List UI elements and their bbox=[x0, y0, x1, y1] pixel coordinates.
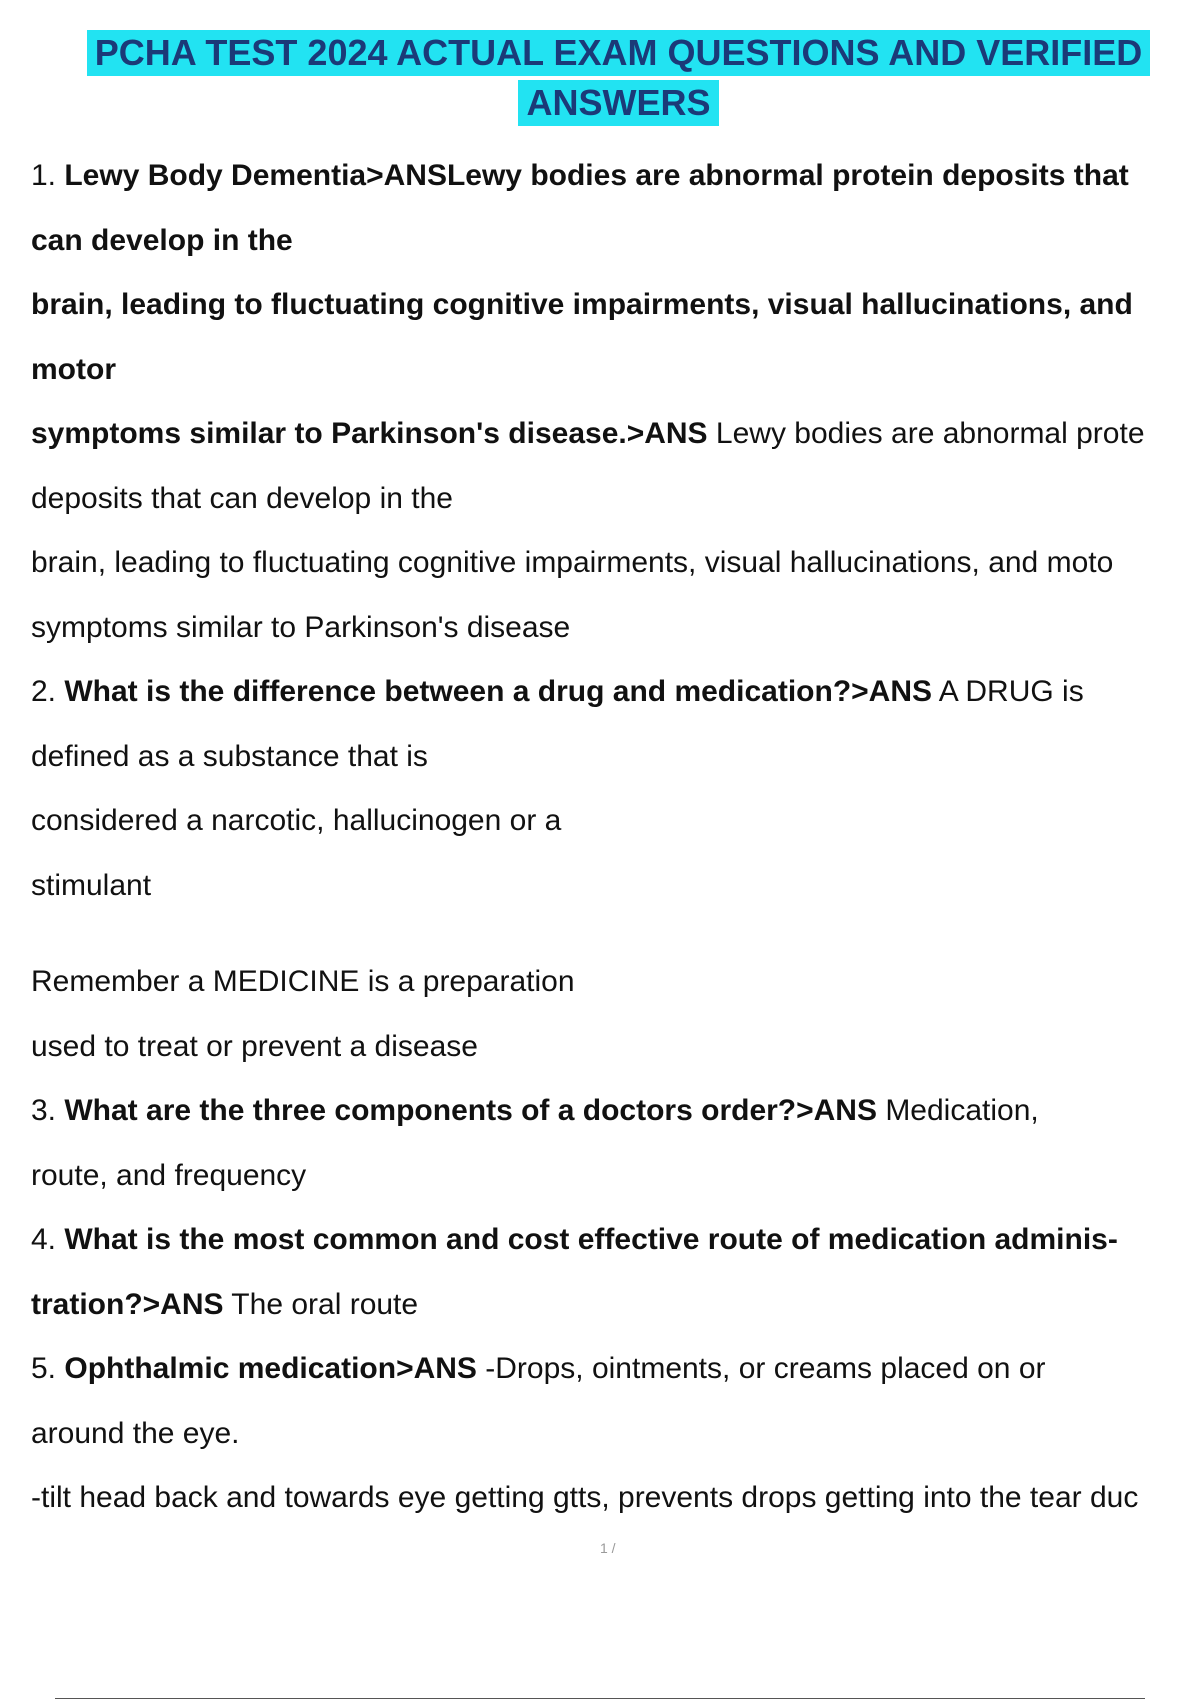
q4-number: 4. bbox=[31, 1223, 65, 1256]
q1-number: 1. bbox=[31, 159, 65, 192]
q1-line-5: symptoms similar to Parkinson's disease.>ANS Lewy bodies are abnormal prote bbox=[31, 417, 1145, 450]
q2-question: What is the difference between a drug and medication?>ANS bbox=[64, 675, 933, 708]
q2-line-2: defined as a substance that is bbox=[31, 739, 428, 773]
q1-line-6: deposits that can develop in the bbox=[31, 481, 453, 515]
q5-number: 5. bbox=[31, 1352, 65, 1385]
q1-line-2: can develop in the bbox=[31, 223, 293, 257]
q5-line-2: around the eye. bbox=[31, 1416, 240, 1450]
q2-line-5: Remember a MEDICINE is a preparation bbox=[31, 965, 575, 998]
document-title bbox=[0, 30, 1200, 126]
q4-line-2: tration?>ANS The oral route bbox=[31, 1287, 419, 1321]
q1-line-1 bbox=[31, 144, 1200, 209]
q4-question: What is the most common and cost effective route of medication adminis- bbox=[64, 1223, 1118, 1256]
title-line-2: ANSWERS bbox=[518, 80, 718, 126]
q1-line-3: brain, leading to fluctuating cognitive impairments, visual hallucinations, and bbox=[31, 288, 1133, 321]
q5-line-3: -tilt head back and towards eye getting gtts, prevents drops getting into the tear duc bbox=[31, 1481, 1139, 1514]
q2-line-4: stimulant bbox=[31, 868, 152, 902]
paragraph-gap bbox=[31, 918, 1200, 950]
q2-line-1 bbox=[31, 660, 1200, 725]
q4-answer: The oral route bbox=[223, 1287, 419, 1321]
q2-answer-start: A DRUG is bbox=[932, 675, 1084, 708]
q5-answer-start: -Drops, ointments, or creams placed on or bbox=[476, 1352, 1046, 1385]
q3-question: What are the three components of a doctors order?>ANS bbox=[64, 1094, 877, 1127]
q1-line-8: symptoms similar to Parkinson's disease bbox=[31, 610, 571, 644]
q1-question: Lewy Body Dementia>ANSLewy bodies are abnormal protein deposits that bbox=[64, 159, 1129, 192]
page-number: 1 / bbox=[600, 1540, 616, 1556]
q1-line-7: brain, leading to fluctuating cognitive impairments, visual hallucinations, and moto bbox=[31, 546, 1114, 579]
q3-answer-start: Medication, bbox=[876, 1094, 1039, 1127]
q1-line-4: motor bbox=[31, 352, 116, 386]
document-body bbox=[31, 144, 1200, 1531]
q3-line-1 bbox=[31, 1079, 1200, 1144]
q5-line-1 bbox=[31, 1337, 1200, 1402]
q2-number: 2. bbox=[31, 675, 65, 708]
q1-answer-start: Lewy bodies are abnormal prote bbox=[707, 417, 1145, 450]
q3-number: 3. bbox=[31, 1094, 65, 1127]
q5-question: Ophthalmic medication>ANS bbox=[64, 1352, 477, 1385]
q4-line-1 bbox=[31, 1208, 1200, 1273]
q2-line-3: considered a narcotic, hallucinogen or a bbox=[31, 804, 562, 837]
footer-divider bbox=[55, 1698, 1145, 1699]
title-line-1: PCHA TEST 2024 ACTUAL EXAM QUESTIONS AND VERIFIED bbox=[87, 30, 1150, 76]
q2-line-6: used to treat or prevent a disease bbox=[31, 1029, 478, 1063]
q3-line-2: route, and frequency bbox=[31, 1158, 307, 1192]
